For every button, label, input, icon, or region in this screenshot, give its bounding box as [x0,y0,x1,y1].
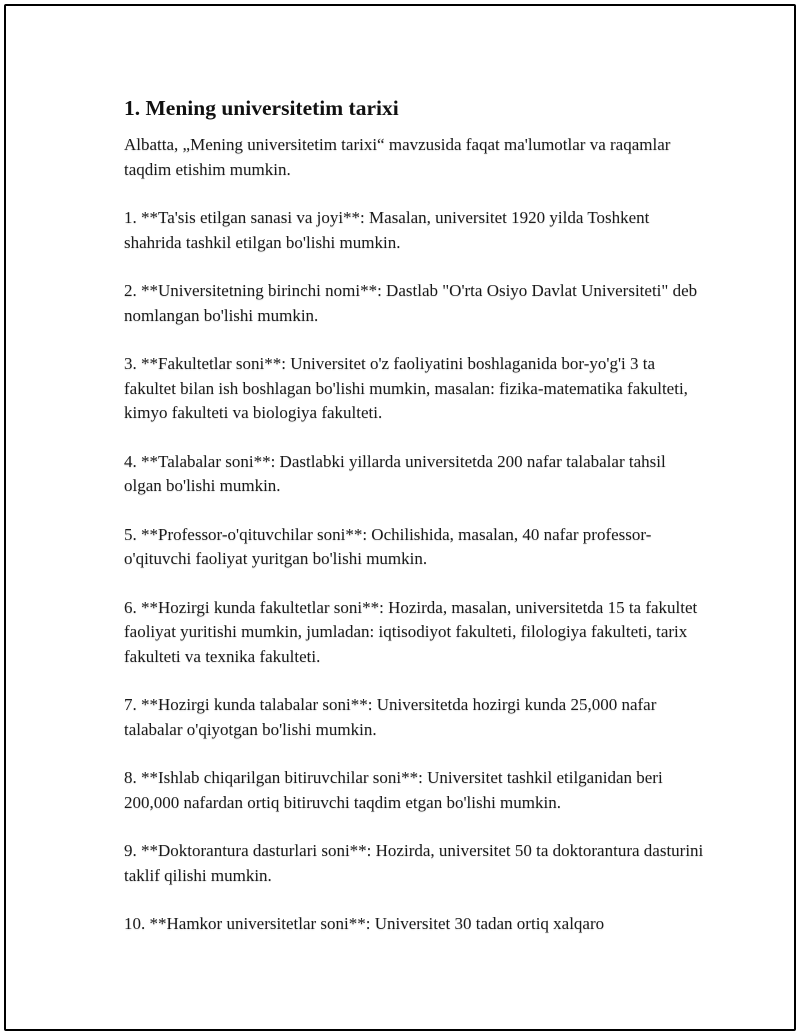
list-item: 1. **Ta'sis etilgan sanasi va joyi**: Masalan, universitet 1920 yilda Toshkent shahrida tashkil etilgan bo'lishi mumkin. [124,208,650,252]
list-item: 4. **Talabalar soni**: Dastlabki yillarda universitetda 200 nafar talabalar tahsil olgan bo'lishi mumkin. [124,451,666,495]
list-item: 7. **Hozirgi kunda talabalar soni**: Universitetda hozirgi kunda 25,000 nafar talabalar o'qiyotgan bo'lishi mumkin. [124,695,657,739]
page-frame [4,4,796,1031]
list-item: 6. **Hozirgi kunda fakultetlar soni**: Hozirda, masalan, universitetda 15 ta fakultet faoliyat yuritishi mumkin, jumladan: iqtisodiyot fakulteti, filologiya fakulteti, tarix fakulteti va texnika fakulteti. [124,597,698,666]
list-item: 5. **Professor-o'qituvchilar soni**: Ochilishida, masalan, 40 nafar professor-o'qituvchi faoliyat yuritgan bo'lishi mumkin. [124,524,652,568]
document-title: 1. Mening universitetim tarixi [124,96,399,120]
intro-paragraph: Albatta, „Mening universitetim tarixi“ mavzusida faqat ma'lumotlar va raqamlar taqdim etishim mumkin. [124,135,671,179]
list-item: 8. **Ishlab chiqarilgan bitiruvchilar soni**: Universitet tashkil etilganidan beri 200,000 nafardan ortiq bitiruvchi taqdim etgan bo'lishi mumkin. [124,768,663,812]
list-item: 2. **Universitetning birinchi nomi**: Dastlab "O'rta Osiyo Davlat Universiteti" deb nomlangan bo'lishi mumkin. [124,281,698,325]
list-item: 10. **Hamkor universitetlar soni**: Universitet 30 tadan ortiq xalqaro [124,914,605,933]
document-body [124,94,704,961]
list-item: 3. **Fakultetlar soni**: Universitet o'z faoliyatini boshlaganida bor-yo'g'i 3 ta fakultet bilan ish boshlagan bo'lishi mumkin, masalan: fizika-matematika fakulteti, kimyo fakulteti va biologiya fakulteti. [124,354,688,422]
list-item: 9. **Doktorantura dasturlari soni**: Hozirda, universitet 50 ta doktorantura dasturini taklif qilishi mumkin. [124,841,704,885]
